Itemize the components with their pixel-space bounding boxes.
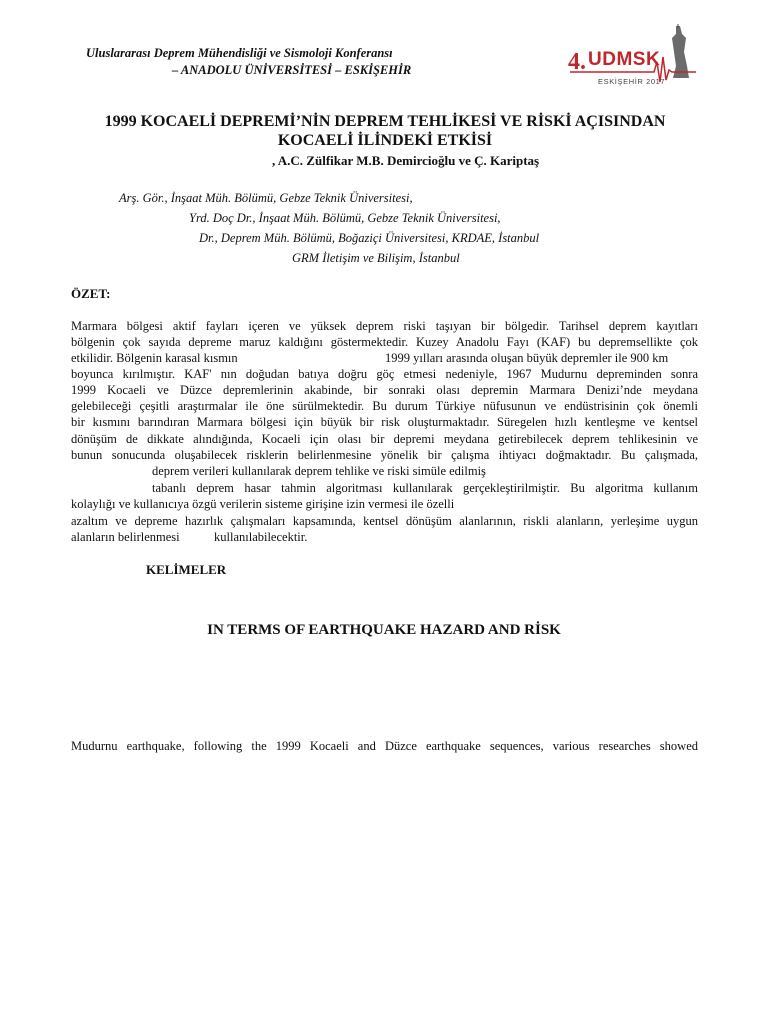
- abstract-line: Marmara bölgesi aktif fayları içeren ve yüksek deprem riski taşıyan bir bölgedir. Tarihsel deprem kayıtları: [71, 319, 698, 333]
- abstract-line: kolaylığı ve kullanıcıya özgü verilerin sisteme girişine izin vermesi ile özelli: [71, 497, 455, 511]
- conference-name: Uluslararası Deprem Mühendisliği ve Sismoloji Konferansı: [86, 46, 393, 60]
- udmsk-logo: [568, 22, 698, 92]
- affiliation-4: GRM İletişim ve Bilişim, İstanbul: [292, 251, 460, 265]
- affiliation-2: Yrd. Doç Dr., İnşaat Müh. Bölümü, Gebze Teknik Üniversitesi,: [189, 211, 501, 225]
- abstract-line: alanların belirlenmesi: [71, 530, 180, 544]
- paper-title-line2: KOCAELİ İLİNDEKİ ETKİSİ: [277, 132, 493, 149]
- abstract-line: bir kısmını barındıran Marmara bölgesi için büyük bir risk oluşturmaktadır. Süregelen hızlı kentleşme ve kentsel: [71, 415, 698, 429]
- abstract-line: 1999 Kocaeli ve Düzce depremlerinin akabinde, bir sonraki olası depremin Marmara Denizi’nde meydana: [71, 383, 698, 397]
- abstract-line: dönüşüm de dikkate alındığında, Kocaeli için olası bir depremi meydana getirebilecek deprem tehlikesinin ve: [71, 432, 698, 446]
- abstract-line: kullanılabilecektir.: [214, 530, 308, 544]
- english-abstract-line: Mudurnu earthquake, following the 1999 Kocaeli and Düzce earthquake sequences, various researches showed: [71, 739, 698, 753]
- paper-title-line1: 1999 KOCAELİ DEPREMİ’NİN DEPREM TEHLİKESİ VE RİSKİ AÇISINDAN: [104, 113, 666, 130]
- logo-number: 4.: [568, 49, 586, 75]
- abstract-line: 1999 yılları arasında oluşan büyük depremler ile 900 km: [385, 351, 669, 365]
- author-list: , A.C. Zülfikar M.B. Demircioğlu ve Ç. Kariptaş: [272, 153, 540, 168]
- logo-brand: UDMSK: [588, 49, 661, 70]
- logo-city-year: ESKİŞEHİR 2017: [598, 77, 666, 86]
- abstract-line: bunun sonucunda oluşabilecek risklerin belirlenmesine yönelik bir çalışma ihtiyacı doğmaktadır. Bu çalışmada,: [71, 448, 698, 462]
- abstract-line: bölgenin çok sayıda depreme maruz kaldığını göstermektedir. Kuzey Anadolu Fayı (KAF) bu depremsellikte çok: [71, 335, 698, 349]
- affiliation-1: Arş. Gör., İnşaat Müh. Bölümü, Gebze Teknik Üniversitesi,: [119, 191, 413, 205]
- abstract-line: azaltım ve depreme hazırlık çalışmaları kapsamında, kentsel dönüşüm alanlarının, riskli alanların, yerleşime uygun: [71, 514, 698, 528]
- abstract-line: boyunca kırılmıştır. KAF' nın doğudan batıya doğru göç etmesi nedeniyle, 1967 Mudurnu depreminden sonra: [71, 367, 698, 381]
- abstract-line: deprem verileri kullanılarak deprem tehlike ve riski simüle edilmiş: [152, 464, 486, 478]
- abstract-line: tabanlı deprem hasar tahmin algoritması kullanılarak gerçekleştirilmiştir. Bu algoritma kullanım: [152, 481, 698, 495]
- keywords-heading: KELİMELER: [146, 562, 227, 577]
- affiliation-3: Dr., Deprem Müh. Bölümü, Boğaziçi Üniversitesi, KRDAE, İstanbul: [199, 231, 540, 245]
- abstract-line: etkilidir. Bölgenin karasal kısmın: [71, 351, 238, 365]
- abstract-heading: ÖZET:: [71, 286, 111, 301]
- university-name: – ANADOLU ÜNİVERSİTESİ – ESKİŞEHİR: [172, 63, 412, 77]
- abstract-line: gelebileceği çeşitli araştırmalar ile öne sürülmektedir. Bu durum Türkiye nüfusunun ve endüstrisinin çok önemli: [71, 399, 698, 413]
- english-title: IN TERMS OF EARTHQUAKE HAZARD AND RİSK: [207, 622, 561, 638]
